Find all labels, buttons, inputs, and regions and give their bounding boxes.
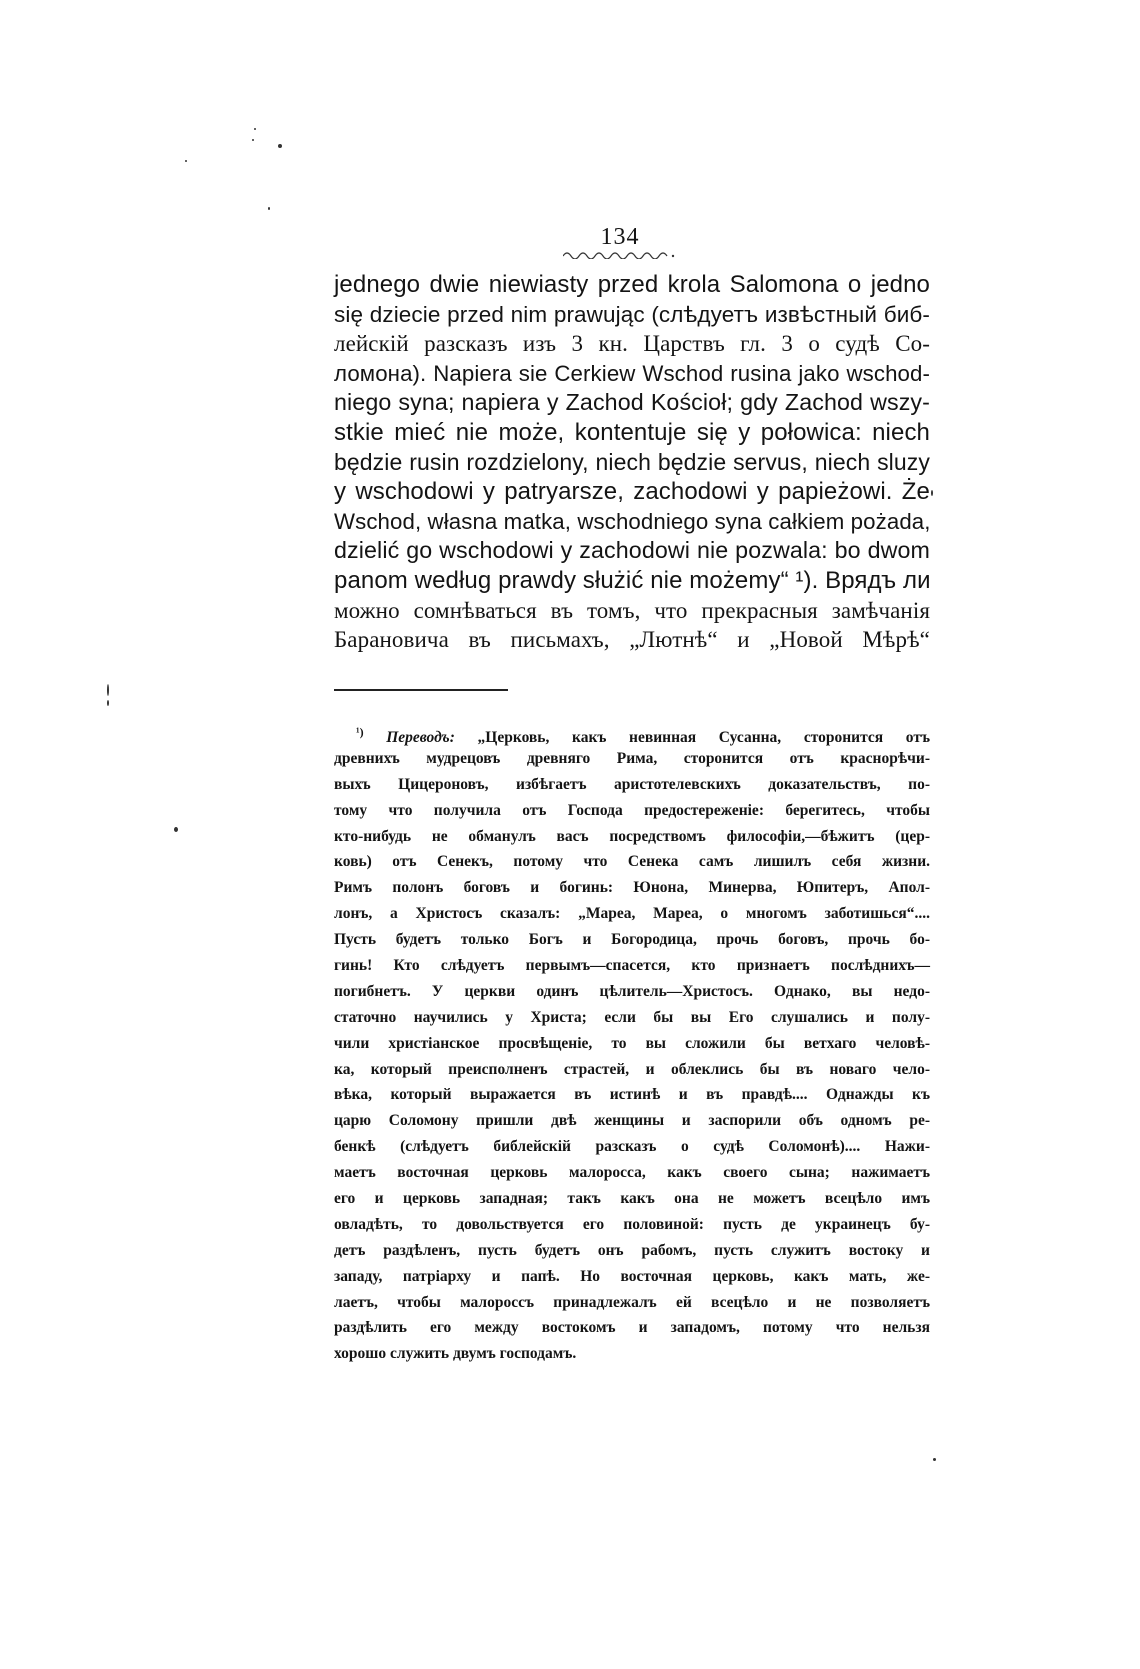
scan-speck xyxy=(107,684,109,696)
text-line: Барановича въ письмахъ, „Лютнѣ“ и „Новой Мѣрѣ“ xyxy=(334,627,930,653)
footnote-line: ка, который преисполненъ страстей, и облеклись бы въ новаго чело- xyxy=(334,1060,930,1078)
footnote-line: Пусть будетъ только Богъ и Богородица, прочь боговъ, прочь бо- xyxy=(334,931,930,949)
footnote-text: „Церковь, какъ невинная Сусанна, сторонится отъ xyxy=(477,729,930,747)
footnote-line: погибнетъ. У церкви одинъ цѣлитель—Христосъ. Однако, вы недо- xyxy=(334,982,930,1000)
footnote-line: западу, патріарху и папѣ. Но восточная церковь, какъ мать, же- xyxy=(334,1267,930,1285)
footnote-line: Римъ полонъ боговъ и богинь: Юнона, Минерва, Юпитеръ, Апол- xyxy=(334,879,930,897)
text-line: Wschod, własna matka, wschodniego syna całkiem pożada, xyxy=(334,508,931,534)
footnote-line: тому что получила отъ Господа предостереженіе: берегитесь, чтобы xyxy=(334,801,930,819)
footnote-line: маетъ восточная церковь малоросса, какъ своего сына; нажимаетъ xyxy=(334,1164,930,1182)
text-line: się dziecie przed nim prawując (слѣдуетъ извѣстный биб- xyxy=(334,301,930,327)
footnote-line: его и церковь западная; такъ какъ она не можетъ всецѣло имъ xyxy=(334,1190,930,1208)
text-line: dzielić go wschodowi y zachodowi nie pozwala: bo dwom xyxy=(334,537,930,564)
footnote-block xyxy=(334,720,930,1367)
footnote-line: раздѣлить его между востокомъ и западомъ, потому что нельзя xyxy=(334,1319,930,1337)
scan-speck xyxy=(933,1458,936,1461)
footnote-first-line xyxy=(334,720,930,746)
wavy-ornament-icon xyxy=(563,249,683,259)
scan-speck xyxy=(278,144,282,148)
footnote-line: чили христіанское просвѣщеніе, то вы сложили бы ветхаго человѣ- xyxy=(334,1034,930,1052)
footnote-line: древнихъ мудрецовъ древняго Рима, сторонится отъ краснорѣчи- xyxy=(334,749,930,767)
footnote-line: вѣка, который выражается въ истинѣ и въ правдѣ.... Однажды къ xyxy=(334,1086,930,1104)
footnote-line: хорошо служить двумъ господамъ. xyxy=(334,1345,577,1363)
footnote-divider xyxy=(334,689,508,691)
text-line: stkie mieć nie może, kontentuje się y połowica: niech xyxy=(334,418,930,446)
scan-speck xyxy=(185,160,187,162)
scan-speck xyxy=(107,700,109,706)
footnote-line: статочно научились у Христа; если бы вы Его слушались и полу- xyxy=(334,1008,930,1026)
footnote-line: гинь! Кто слѣдуетъ первымъ—спасется, кто признаетъ послѣднихъ— xyxy=(334,957,930,975)
scan-speck xyxy=(174,827,178,832)
footnote-line: овладѣть, то довольствуется его половиной: пусть де украинецъ бу- xyxy=(334,1215,930,1233)
footnote-line: ковь) отъ Сенекъ, потому что Сенека самъ лишилъ себя жизни. xyxy=(334,853,930,871)
scan-speck xyxy=(268,207,270,210)
text-line: jednego dwie niewiasty przed krola Salomona o jedno xyxy=(334,271,930,298)
footnote-heading: Переводъ: xyxy=(386,729,455,747)
text-line: лейскій разсказъ изъ 3 кн. Царствъ гл. 3 о судѣ Со- xyxy=(334,331,930,357)
footnote-line: бенкѣ (слѣдуетъ библейскій разсказъ о судѣ Соломонѣ).... Нажи- xyxy=(334,1138,930,1156)
footnote-line: выхъ Цицероновъ, избѣгаетъ аристотелевскихъ доказательствъ, по- xyxy=(334,775,930,793)
text-line: panom według prawdy służić nie możemy“ ¹). Врядъ ли xyxy=(334,566,931,594)
scan-speck xyxy=(254,128,256,130)
footnote-line: детъ раздѣленъ, пусть будетъ онъ рабомъ, пусть служитъ востоку и xyxy=(334,1241,930,1259)
main-text-block xyxy=(334,270,930,655)
footnote-line: царю Соломону пришли двѣ женщины и заспорили объ одномъ ре- xyxy=(334,1112,930,1130)
page-number: 134 xyxy=(600,224,640,250)
footnote-line: лонъ, а Христосъ сказалъ: „Мареа, Мареа, о многомъ заботишься“.... xyxy=(334,905,930,923)
text-line: niego syna; napiera y Zachod Kościoł; gdy Zachod wszy- xyxy=(334,389,930,416)
text-line: y wschodowi y patryarsze, zachodowi y papieżowi. Że xyxy=(334,478,930,506)
text-line: będzie rusin rozdzielony, niech będzie servus, niech sluzy xyxy=(334,448,930,475)
footnote-line: кто-нибудь не обманулъ васъ посредствомъ философіи,—бѣжитъ (цер- xyxy=(334,827,930,845)
text-line: ломона). Napiera sie Cerkiew Wschod rusina jako wschod- xyxy=(334,360,930,386)
scan-speck xyxy=(931,490,933,496)
footnote-line: лаетъ, чтобы малороссъ принадлежалъ ей всецѣло и не позволяетъ xyxy=(334,1293,930,1311)
text-line: можно сомнѣваться въ томъ, что прекрасныя замѣчанія xyxy=(334,597,930,623)
footnote-marker: ¹) xyxy=(356,725,364,739)
scan-speck xyxy=(252,139,254,141)
